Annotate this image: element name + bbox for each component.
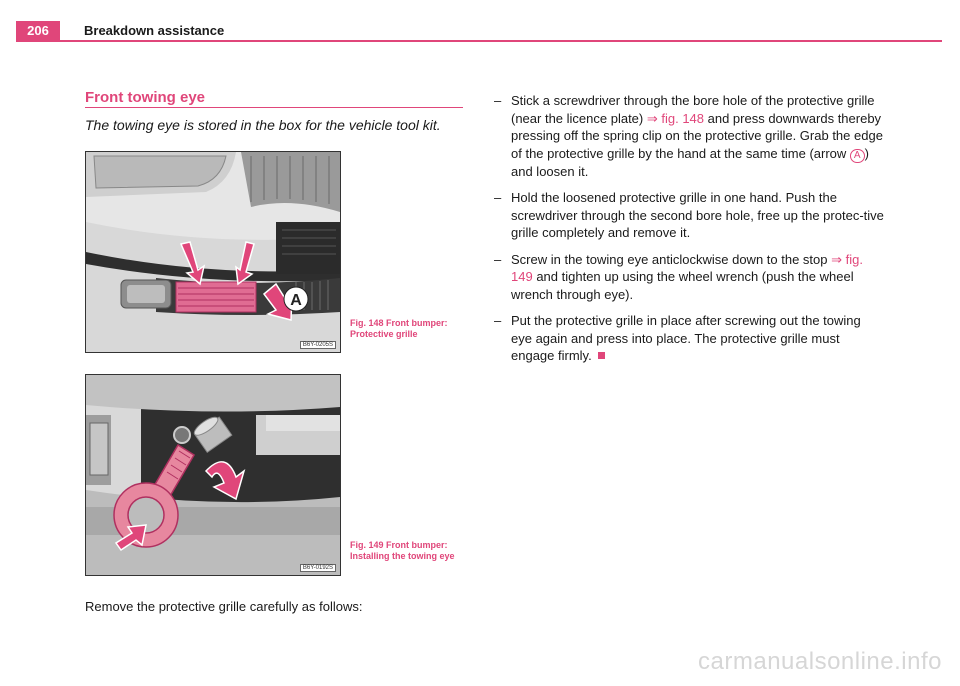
section-subtitle: The towing eye is stored in the box for the vehicle tool kit.: [85, 117, 441, 133]
chapter-title: Breakdown assistance: [84, 23, 225, 38]
figure-148-link[interactable]: ⇒ fig. 148: [646, 110, 705, 126]
step-dash: –: [494, 190, 502, 205]
figure-149-image: [85, 374, 341, 576]
figure-149-link[interactable]: ⇒ fig. 149: [511, 251, 863, 284]
step-text: and press downwards thereby pressing off the spring clip on the protective grille. Grab the edge of the protective grille by the hand at the same time (arrow: [511, 110, 883, 161]
step-text: Hold the loosened protective grille in one hand. Push the screwdriver through the second bore hole, free up the protec-tive grille completely and remove it.: [511, 190, 884, 240]
step-text: Screw in the towing eye anticlockwise down to the stop: [511, 251, 832, 267]
step-item: [494, 312, 884, 365]
step-text: Stick a screwdriver through the bore hole of the protective grille (near the licence plate): [511, 93, 875, 126]
step-dash: –: [494, 313, 502, 328]
figure-148-caption: Fig. 148 Front bumper: Protective grille: [350, 318, 448, 339]
step-dash: –: [494, 93, 502, 108]
step-item: [494, 251, 884, 304]
step-item: [494, 189, 884, 242]
figure-code: B6Y-0192S: [300, 564, 336, 572]
instruction-steps: [494, 92, 884, 374]
step-text: Put the protective grille in place after screwing out the towing eye again and press into place. The protective grille must engage firmly.: [511, 313, 861, 363]
figure-148-image: [85, 151, 341, 353]
section-title: Front towing eye: [85, 89, 205, 106]
end-of-section-icon: [598, 352, 605, 359]
figure-149-caption: Fig. 149 Front bumper: Installing the towing eye: [350, 540, 455, 561]
step-dash: –: [494, 251, 502, 267]
figure-code: B6Y-0205S: [300, 341, 336, 349]
step-text: and tighten up using the wheel wrench (push the wheel wrench through eye).: [511, 269, 854, 302]
step-text: ) and loosen it.: [511, 145, 869, 179]
section-divider: [85, 107, 463, 108]
page-number: 206: [16, 21, 60, 40]
intro-text: Remove the protective grille carefully as follows:: [85, 599, 363, 614]
watermark: carmanualsonline.info: [698, 648, 942, 675]
callout-a-label: A: [290, 292, 302, 309]
step-item: [494, 92, 884, 180]
arrow-a-badge: A: [850, 149, 865, 163]
